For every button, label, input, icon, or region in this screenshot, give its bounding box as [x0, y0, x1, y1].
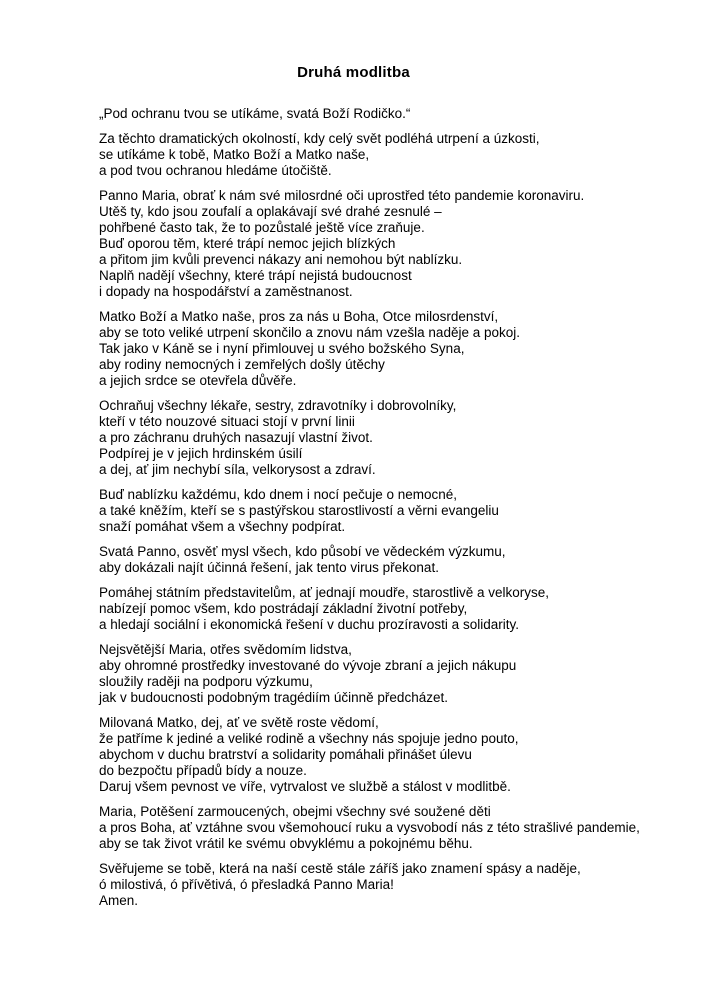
stanza: [99, 398, 608, 478]
stanza: [99, 106, 608, 122]
text-line: „Pod ochranu tvou se utíkáme, svatá Boží Rodičko.“: [99, 106, 411, 121]
text-line: Buď oporou těm, které trápí nemoc jejich blízkých: [99, 236, 396, 251]
text-line: že patříme k jediné a veliké rodině a všechny nás spojuje jedno pouto,: [99, 731, 519, 746]
stanza: [99, 309, 608, 389]
stanza: [99, 642, 608, 706]
text-line: Podpírej je v jejich hrdinském úsilí: [99, 446, 303, 461]
text-line: Za těchto dramatických okolností, kdy celý svět podléhá utrpení a úzkosti,: [99, 131, 540, 146]
text-line: a přitom jim kvůli prevenci nákazy ani nemohou být nablízku.: [99, 252, 463, 267]
document-title: Druhá modlitba: [297, 64, 410, 81]
text-line: Daruj všem pevnost ve víře, vytrvalost ve službě a stálost v modlitbě.: [99, 779, 511, 794]
text-line: a jejich srdce se otevřela důvěře.: [99, 373, 297, 388]
text-line: snaží pomáhat všem a všechny podpírat.: [99, 519, 346, 534]
text-line: kteří v této nouzové situaci stojí v první linii: [99, 414, 355, 429]
text-line: aby se toto veliké utrpení skončilo a znovu nám vzešla naděje a pokoj.: [99, 325, 520, 340]
text-line: aby ohromné prostředky investované do vývoje zbraní a jejich nákupu: [99, 658, 517, 673]
text-line: a také kněžím, kteří se s pastýřskou starostlivostí a věrni evangeliu: [99, 503, 499, 518]
text-line: a pro záchranu druhých nasazují vlastní život.: [99, 430, 373, 445]
text-line: se utíkáme k tobě, Matko Boží a Matko naše,: [99, 147, 370, 162]
text-line: pohřbené často tak, že to pozůstalé ještě více zraňuje.: [99, 220, 425, 235]
stanza: [99, 804, 640, 852]
text-line: jak v budoucnosti podobným tragédiím účinně předcházet.: [99, 690, 448, 705]
text-line: Pomáhej státním představitelům, ať jednají moudře, starostlivě a velkoryse,: [99, 585, 550, 600]
text-line: Naplň nadějí všechny, které trápí nejistá budoucnost: [99, 268, 412, 283]
text-line: a pod tvou ochranou hledáme útočiště.: [99, 163, 332, 178]
stanza: [99, 861, 608, 909]
text-line: Buď nablízku každému, kdo dnem i nocí pečuje o nemocné,: [99, 487, 458, 502]
stanza: [99, 715, 608, 795]
text-line: Svěřujeme se tobě, která na naší cestě stále záříš jako znamení spásy a naděje,: [99, 861, 581, 876]
stanza: [99, 131, 608, 179]
stanza: [99, 544, 608, 576]
text-line: i dopady na hospodářství a zaměstnanost.: [99, 284, 353, 299]
text-line: Svatá Panno, osvěť mysl všech, kdo působí ve vědeckém výzkumu,: [99, 544, 506, 559]
stanza: [99, 585, 608, 633]
text-line: Matko Boží a Matko naše, pros za nás u Boha, Otce milosrdenství,: [99, 309, 499, 324]
text-line: Nejsvětější Maria, otřes svědomím lidstva,: [99, 642, 352, 657]
text-line: Ochraňuj všechny lékaře, sestry, zdravotníky i dobrovolníky,: [99, 398, 457, 413]
document-body: [99, 106, 640, 909]
text-line: Amen.: [99, 893, 139, 908]
text-line: Maria, Potěšení zarmoucených, obejmi všechny své soužené děti: [99, 804, 491, 819]
text-line: Panno Maria, obrať k nám své milosrdné oči uprostřed této pandemie koronaviru.: [99, 188, 585, 203]
text-line: nabízejí pomoc všem, kdo postrádají základní životní potřeby,: [99, 601, 468, 616]
text-line: do bezpočtu případů bídy a nouze.: [99, 763, 307, 778]
text-line: Utěš ty, kdo jsou zoufalí a oplakávají své drahé zesnulé –: [99, 204, 442, 219]
stanza: [99, 487, 608, 535]
text-line: ó milostivá, ó přívětivá, ó přesladká Panno Maria!: [99, 877, 394, 892]
text-line: abychom v duchu bratrství a solidarity pomáhali přinášet úlevu: [99, 747, 472, 762]
text-line: a hledají sociální i ekonomická řešení v duchu prozíravosti a solidarity.: [99, 617, 519, 632]
text-line: a dej, ať jim nechybí síla, velkorysost a zdraví.: [99, 462, 376, 477]
text-line: aby se tak život vrátil ke svému obvyklému a pokojnému běhu.: [99, 836, 473, 851]
text-line: Milovaná Matko, dej, ať ve světě roste vědomí,: [99, 715, 379, 730]
text-line: aby rodiny nemocných i zemřelých došly útěchy: [99, 357, 385, 372]
text-line: sloužily raději na podporu výzkumu,: [99, 674, 313, 689]
stanza: [99, 188, 608, 300]
text-line: Tak jako v Káně se i nyní přimlouvej u svého božského Syna,: [99, 341, 465, 356]
text-line: a pros Boha, ať vztáhne svou všemohoucí ruku a vysvobodí nás z této strašlivé pandemie,: [99, 820, 640, 835]
text-line: aby dokázali najít účinná řešení, jak tento virus překonat.: [99, 560, 439, 575]
